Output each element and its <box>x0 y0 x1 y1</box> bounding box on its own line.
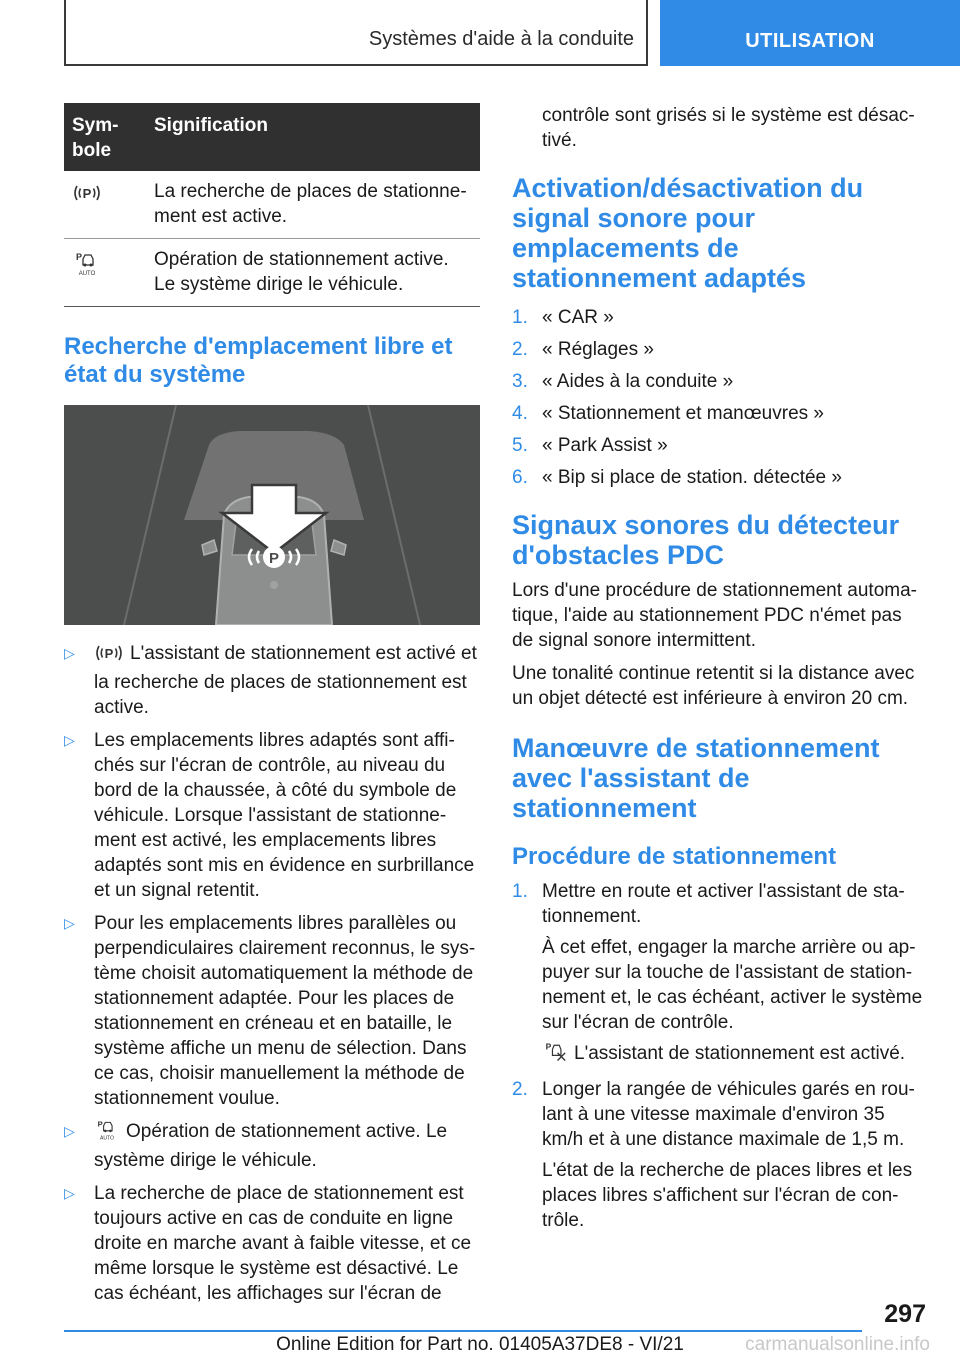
subsection-title-procedure: Procédure de stationnement <box>512 843 837 870</box>
table-cell-meaning: Opération de stationnement active. Le système dirige le véhicule. <box>146 239 480 307</box>
svg-text:P: P <box>104 646 114 661</box>
parking-auto-icon <box>94 1119 120 1148</box>
signal-steps-list <box>512 305 926 490</box>
triangle-bullet-icon: ▷ <box>64 645 75 661</box>
table-header-meaning: Signification <box>154 115 268 136</box>
list-item: ▷ Les emplacements libres adaptés sont affi-chés sur l'écran de contrôle, au niveau du bord de la chaussée, à côté du symbole de véhicule. Lorsque l'assistant de stationne-ment est activé, les emplacements libres adaptés sont mis en évidence en surbrillance et un signal retentit. <box>64 730 475 901</box>
parking-search-icon <box>64 171 146 239</box>
section-title-search: Recherche d'emplacement libre et état du système <box>64 333 453 388</box>
list-item: ▷ La recherche de place de stationnement est toujours active en cas de conduite en ligne droite en marche avant à faible vitesse, et ce même lorsque le système est désactivé. Le cas échéant, les affichages sur l'écran de <box>64 1183 472 1304</box>
header-section-box <box>64 0 648 66</box>
footer-edition: Online Edition for Part no. 01405A37DE8 - VI/21 <box>276 1334 684 1355</box>
triangle-bullet-icon: ▷ <box>64 1123 75 1139</box>
list-item: ▷ Pour les emplacements libres parallèles ou perpendiculaires clairement reconnus, le sys-tème choisit automatiquement la méthode de stationnement adaptée. Pour les places de stationnement en créneau et en bataille, le système affiche un menu de sélection. Dans ce cas, choisir manuellement la méthode de stationnement voulue. <box>64 913 476 1109</box>
page-number: 297 <box>884 1300 926 1328</box>
search-bullet-list <box>64 641 480 1306</box>
list-item: 2. « Réglages » <box>512 339 654 360</box>
header-tab-label: UTILISATION <box>745 30 875 52</box>
svg-text:AUTO: AUTO <box>100 1135 114 1141</box>
table-row <box>64 171 480 239</box>
pdc-paragraph-2: Une tonalité continue retentit si la distance avec un objet détecté est inférieure à environ 20 cm. <box>512 663 915 709</box>
svg-text:P: P <box>76 252 83 262</box>
footer-divider <box>64 1330 862 1332</box>
parking-assistant-icon <box>542 1041 568 1070</box>
section-title-pdc: Signaux sonores du détecteur d'obstacles PDC <box>512 510 900 570</box>
list-item: 1. « CAR » <box>512 307 614 328</box>
section-title-manoeuvre: Manœuvre de stationnement avec l'assistant de stationnement <box>512 733 880 823</box>
list-item: 6. « Bip si place de station. détectée » <box>512 467 842 488</box>
procedure-steps-list <box>512 879 926 1233</box>
header-section-title: Systèmes d'aide à la conduite <box>368 28 634 50</box>
table-header-row <box>64 103 480 171</box>
list-item: 2. Longer la rangée de véhicules garés en rou-lant à une vitesse maximale d'environ 35 km/h et à une distance maximale de 1,5 m. L'état de la recherche de places libres et les places libres s'affichent sur l'écran de con-trôle. <box>512 1077 926 1233</box>
step-detail: À cet effet, engager la marche arrière ou ap-puyer sur la touche de l'assistant de station-nement et, le cas échéant, activer le système sur l'écran de contrôle. <box>542 937 923 1033</box>
parking-display-figure <box>64 405 480 625</box>
list-item: 1. Mettre en route et activer l'assistant de sta-tionnement. À cet effet, engager la marche arrière ou ap-puyer sur la touche de l'assistant de station-nement et, le cas échéant, activer le système sur l'écran de contrôle. P L'assistant de stationnement est activé. <box>512 879 926 1070</box>
list-item: ▷ P AUTO Opération de stationnement active. Le système dirige le véhicule. <box>64 1119 448 1171</box>
section-title-signal: Activation/désactivation du signal sonore pour emplacements de stationnement adaptés <box>512 173 864 293</box>
step-detail: L'état de la recherche de places libres et les places libres s'affichent sur l'écran de con-trôle. <box>542 1160 913 1231</box>
list-item: 3. « Aides à la conduite » <box>512 371 734 392</box>
svg-text:P: P <box>268 550 280 567</box>
parking-search-icon <box>94 643 124 670</box>
table-cell-meaning: La recherche de places de stationne-ment est active. <box>146 171 480 239</box>
svg-text:P: P <box>545 1041 552 1052</box>
header-tab[interactable] <box>660 0 960 66</box>
step-icon-note: P L'assistant de stationnement est activé. <box>542 1041 926 1070</box>
table-row <box>64 239 480 307</box>
bullet-continuation: contrôle sont grisés si le système est désac-tivé. <box>542 105 915 151</box>
left-column <box>64 103 480 1314</box>
parking-auto-icon <box>64 239 146 307</box>
symbol-table <box>64 103 480 307</box>
svg-text:P: P <box>97 1119 103 1129</box>
pdc-paragraph-1: Lors d'une procédure de stationnement automa-tique, l'aide au stationnement PDC n'émet pas de signal sonore intermittent. <box>512 580 917 651</box>
watermark: carmanualsonline.info <box>745 1334 930 1355</box>
list-item: 5. « Park Assist » <box>512 435 668 456</box>
svg-text:AUTO: AUTO <box>78 271 96 277</box>
list-item: 4. « Stationnement et manœuvres » <box>512 403 824 424</box>
list-item: ▷ P L'assistant de stationnement est activé et la recherche de places de stationnement est active. <box>64 643 477 718</box>
svg-text:P: P <box>82 186 92 201</box>
triangle-bullet-icon: ▷ <box>64 915 75 931</box>
triangle-bullet-icon: ▷ <box>64 1185 75 1201</box>
table-header-symbol: Sym- bole <box>72 115 119 161</box>
right-column <box>512 103 926 1240</box>
triangle-bullet-icon: ▷ <box>64 732 75 748</box>
